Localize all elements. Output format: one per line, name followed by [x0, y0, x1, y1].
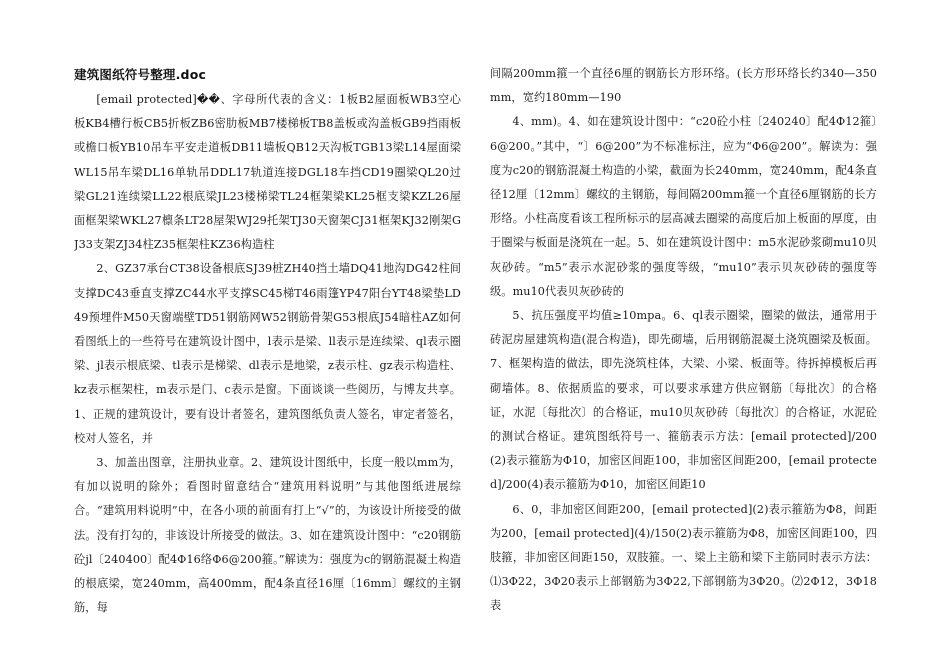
paragraph: 5、抗压强度平均值≥10mpa。6、ql表示圈梁，圈梁的做法，通常用于砖泥房屋建筑构造(混合构造)，即先砌墙，后用钢筋混凝土浇筑圈梁及板面。7、框架构造的做法，即先浇筑柱体，大梁、小梁、板面等。待拆掉模板后再砌墙体。8、依据质监的要求，可以要求承建方供应钢筋〔每批次〕的合格证，水泥〔每批次〕的合格证，mu10贝灰砂砖〔每批次〕的合格证，水泥砼的测试合格证。建筑图纸符号一、箍筋表示方法：[email protected]/200(2)表示箍筋为Φ10，加密区间距100，非加密区间距200，[email protected]/200(4)表示箍筋为Φ10，加密区间距10: [490, 309, 877, 492]
paragraph: 3、加盖出图章，注册执业章。2、建筑设计图纸中，长度一般以mm为，有加以说明的除外；看图时留意结合“建筑用料说明”与其他图纸进展综合。“建筑用料说明”中，在各小项的前面有打上“√”的，为该设计所接受的做法。没有打勾的，非该设计所接受的做法。3、如在建筑设计图中：“c20钢筋砼jl〔240400〕配4Φ16络Φ6@200箍。”解读为：强度为c的钢筋混凝土构造的根底梁，宽240mm，高400mm，配4条直径16厘〔16mm〕螺纹的主钢筋，每: [74, 456, 461, 615]
left-column: [74, 62, 461, 672]
paragraph: 间隔200mm箍一个直径6厘的钢筋长方形环络。(长方形环络长约340—350mm，宽约180mm—190: [490, 67, 877, 105]
paragraph: [email protected]��、字母所代表的含义：1板B2屋面板WB3空心板KB4槽行板CB5折板ZB6密肋板MB7楼梯板TB8盖板或沟盖板GB9挡雨板或檐口板YB10吊车平安走道板DB11墙板QB12天沟板TGB13梁L14屋面梁WL15吊车梁DL16单轨吊DDL17轨道连接DGL18车挡CD19圈梁QL20过梁GL21连续梁LL22根底梁JL23楼梯梁TL24框架梁KL25框支梁KZL26屋面框架梁WKL27檩条LT28屋架WJ29托架TJ30天窗架CJ31框架KJ32刚架GJ33支架ZJ34柱Z35框架柱KZ36构造柱: [74, 93, 461, 252]
right-column: [490, 62, 877, 672]
paragraph: 4、mm)。4、如在建筑设计图中：“c20砼小柱〔240240〕配4Φ12箍〕6@200。”其中，“〕6@200”为不标准标注，应为“Φ6@200”。解读为：强度为c20的钢筋混凝土构造的小梁，截面为长240mm，宽240mm，配4条直径12厘〔12mm〕螺纹的主钢筋，每间隔200mm箍一个直径6厘钢筋的长方形络。小柱高度看该工程所标示的层高减去圈梁的高度后加上板面的厚度，由于圈梁与板面是浇筑在一起。5、如在建筑设计图中：m5水泥砂浆砌mu10贝灰砂砖。“m5”表示水泥砂浆的强度等级，“mu10”表示贝灰砂砖的强度等级。mu10代表贝灰砂砖的: [490, 115, 877, 298]
paragraph: 2、GZ37承台CT38设备根底SJ39桩ZH40挡土墙DQ41地沟DG42柱间支撑DC43垂直支撑ZC44水平支撑SC45梯T46雨篷YP47阳台YT48梁垫LD49预埋件M50天窗端壁TD51钢筋网W52钢筋骨架G53根底J54暗柱AZ如何看图纸上的一些符号在建筑设计图中，l表示是梁、ll表示是连续梁、ql表示圈梁、jl表示根底梁、tl表示是梯梁、dl表示是地梁，z表示柱、gz表示构造柱、kz表示框架柱，m表示是门、c表示是窗。下面谈谈一些阅历，与博友共享。1、正规的建筑设计，要有设计者签名，建筑图纸负责人签名，审定者签名，校对人签名，并: [74, 262, 461, 445]
paragraph: 6、0，非加密区间距200，[email protected](2)表示箍筋为Φ8，间距为200，[email protected](4)/150(2)表示箍筋为Φ8，加密区间距100，四肢箍，非加密区间距150，双肢箍。一、梁上主筋和梁下主筋同时表示方法：⑴3Φ22，3Φ20表示上部钢筋为3Φ22,下部钢筋为3Φ20。⑵2Φ12，3Φ18表: [490, 502, 877, 613]
document-title: 建筑图纸符号整理.doc: [74, 67, 207, 82]
